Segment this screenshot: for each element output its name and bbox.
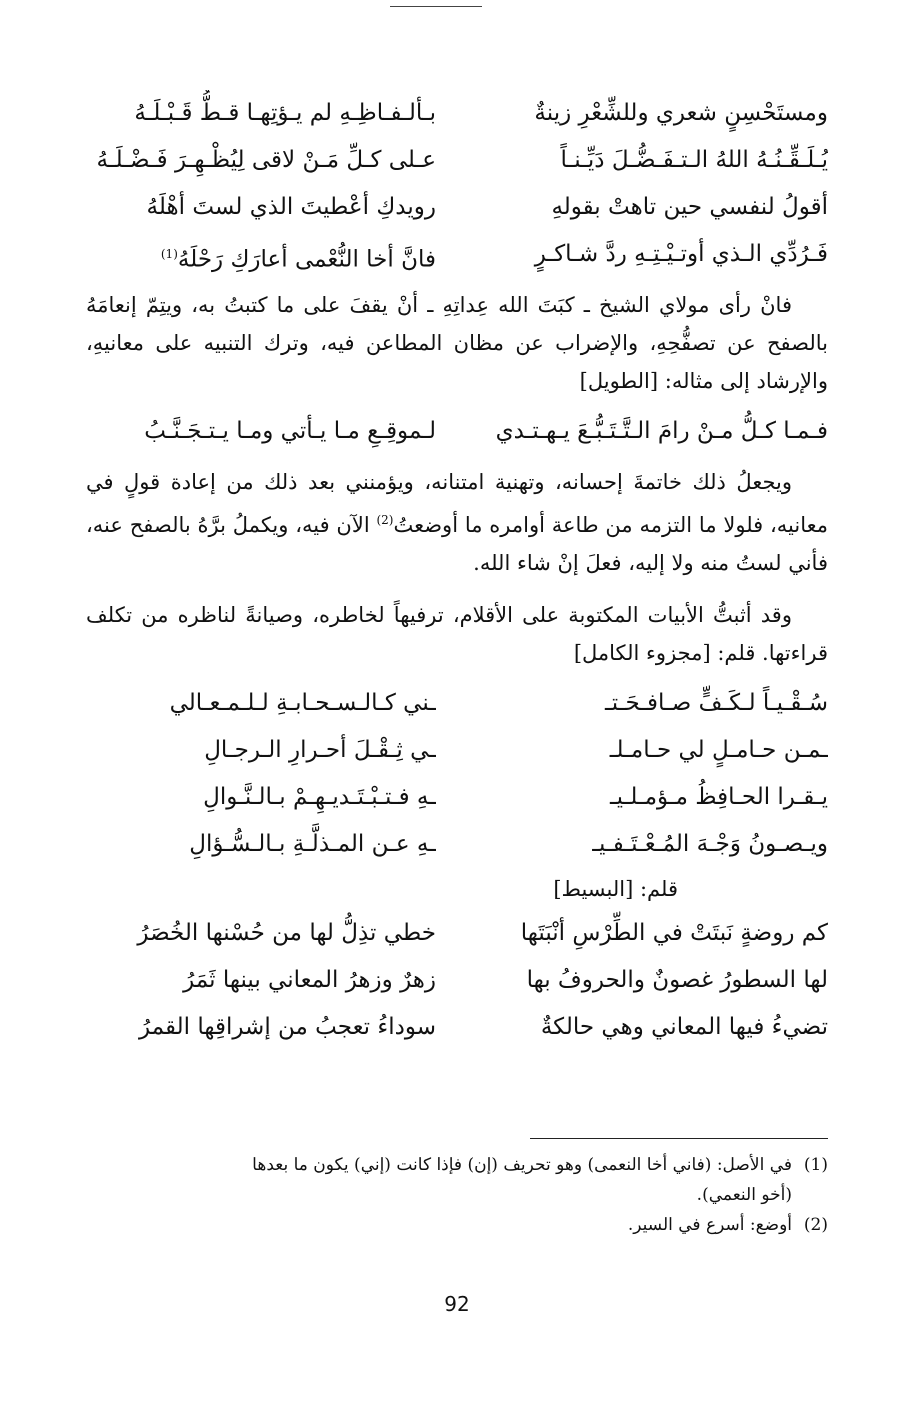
paragraph-2: [86, 463, 828, 582]
verse-line: [86, 774, 828, 821]
footnote-text: في الأصل: (فاني أخا النعمى) وهو تحريف (إن) فإذا كانت (إني) يكون ما بعدها: [252, 1155, 792, 1175]
hemistich-left: زهرٌ وزهرُ المعاني بينها ثَمَرُ: [183, 967, 436, 993]
page-number: 92: [444, 1292, 470, 1316]
hemistich-left: ـي ثِـقْـلَ أحـرارِ الـرجـالِ: [204, 737, 436, 763]
hemistich-left: بـألـفـاظِـهِ لم يـؤتِهـا قـطُّ قَـبْـلَـهُ: [134, 100, 436, 126]
page-body: [86, 90, 828, 1051]
verse-line: [86, 910, 828, 957]
hemistich-right: كم روضةٍ نَبتَتْ في الطِّرْسِ أنْبَتَها: [520, 920, 828, 946]
hemistich-left: ـهِ فـتـبْـتَـديـهِـمْ بـالـنَّـوالِ: [203, 784, 436, 810]
paragraph-2-text-b: الآن فيه، ويكملُ برَّهُ بالصفح عنه، فأني لستُ منه ولا إليه، فعلَ إنْ شاء الله.: [86, 513, 828, 575]
footnote-text: أوضع: أسرع في السير.: [627, 1215, 792, 1235]
hemistich-text: فانَّ أخا النُّعْمى أعارَكِ رَحْلَهُ: [177, 246, 436, 273]
hemistich-right: فـمـا كـلُّ مـنْ رامَ الـتَّـتَـبُّـعَ يـهـتـدي: [495, 418, 828, 444]
footnote-ref-1: (1): [160, 247, 178, 261]
hemistich-left: ـني كـالـسـحـابـةِ لـلـمـعـالي: [169, 690, 436, 716]
verse-line: [86, 1004, 828, 1051]
verse-line: [86, 821, 828, 868]
paragraph-2-text-a: ويجعلُ ذلك خاتمةَ إحسانه، وتهنية امتنانه، ويؤمنني بعد ذلك من إعادة قولٍ في معانيه، فلولا ما التزمه من طاعة أوامره ما أوضعتُ: [86, 470, 828, 537]
footnote-divider: [530, 1138, 828, 1139]
hemistich-right: يـقـرا الحـافِظُ مـؤمـلـيـ: [609, 784, 828, 810]
hemistich-left: ـهِ عـن المـذلَّـةِ بـالـسُّـؤالِ: [189, 831, 436, 857]
top-rule: [390, 6, 482, 7]
footnote-2: [86, 1210, 828, 1240]
verse-line: [86, 408, 828, 455]
verse-line: [86, 90, 828, 137]
hemistich-left: خطي تذِلُّ لها من حُسْنها الخُصَرُ: [137, 920, 436, 946]
footnote-1: [86, 1150, 828, 1180]
hemistich-right: ومستَحْسِنٍ شعري وللشِّعْرِ زينةٌ: [534, 100, 828, 126]
hemistich-right: سُـقْـيـاً لـكَـفٍّ صـافـحَـتـ: [605, 690, 828, 716]
footnote-1-continuation: (أخو النعمي).: [696, 1185, 792, 1205]
poem-3: [86, 680, 828, 868]
hemistich-left: [86, 231, 436, 278]
hemistich-left: سوداءُ تعجبُ من إشراقِها القمرُ: [139, 1014, 436, 1040]
verse-line: [86, 184, 828, 231]
footnote-ref-2: (2): [376, 513, 394, 527]
hemistich-left: لـموقِـعِ مـا يـأتي ومـا يـتـجَـنَّـبُ: [144, 418, 436, 444]
footnotes: [86, 1150, 828, 1240]
footnote-number: (2): [803, 1215, 828, 1235]
hemistich-right: يُـلَـقِّـنُـهُ اللهُ الـتـفَـضُّـلَ دَيِّـنـاً: [560, 147, 828, 173]
paragraph-1: فانْ رأى مولاي الشيخ ـ كبَتَ الله عِداتِهِ ـ أنْ يقفَ على ما كتبتُ به، ويتِمّ إنعامَهُ بالصفح عن تصفُّحِهِ، والإضراب عن مظان المطاعن فيه، وترك التنبيه على معانيهِ، والإرشاد إلى مثاله: [الطويل]: [86, 293, 828, 393]
hemistich-right: تضيءُ فيها المعاني وهي حالكةٌ: [540, 1014, 828, 1040]
meter-label: قلم: [البسيط]: [553, 877, 678, 901]
hemistich-right: أقولُ لنفسي حين تاهتْ بقولهِ: [551, 194, 828, 220]
verse-line: [86, 137, 828, 184]
verse-line: [86, 727, 828, 774]
hemistich-right: ـمـن حـامـلٍ لي حـامـلـ: [609, 737, 828, 763]
hemistich-right: فَـرُدِّي الـذي أوتـيْـتِـهِ ردَّ شـاكـرٍ: [534, 241, 828, 267]
footnote-number: (1): [803, 1155, 828, 1175]
hemistich-right: لها السطورُ غصونٌ والحروفُ بها: [526, 967, 828, 993]
verse-line: [86, 231, 828, 278]
hemistich-right: ويـصـونُ وَجْـهَ المُـعْـتَـفـيـ: [592, 831, 828, 857]
poem-1: [86, 90, 828, 278]
hemistich-left: عـلى كـلِّ مَـنْ لاقى لِيُظْـهِـرَ فَـضْـلَـهُ: [96, 147, 436, 173]
verse-line: [86, 957, 828, 1004]
hemistich-left: رويدكِ أعْطيتَ الذي لستَ أهْلَهُ: [146, 194, 436, 220]
poem-4: [86, 910, 828, 1051]
paragraph-3: وقد أثبتُّ الأبيات المكتوبة على الأقلام، ترفيهاً لخاطره، وصيانةً لناظره من تكلف قراءتها. قلم: [مجزوء الكامل]: [86, 603, 828, 665]
verse-line: [86, 680, 828, 727]
